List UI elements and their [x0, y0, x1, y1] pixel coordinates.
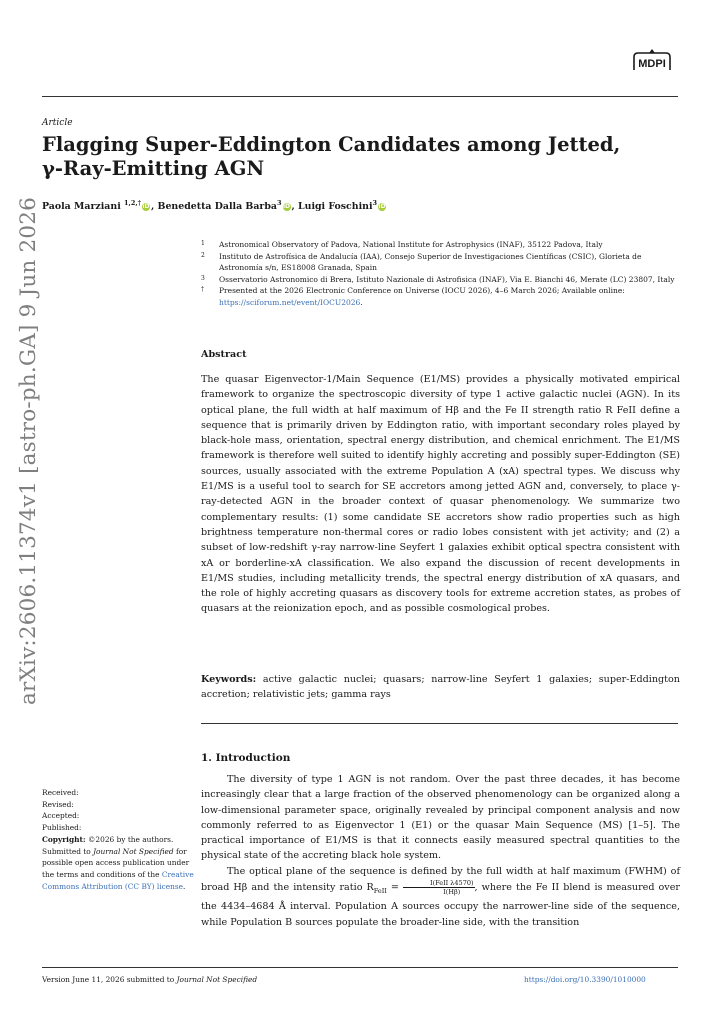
intro-eq: =	[386, 882, 403, 894]
affiliation-item	[201, 285, 683, 308]
section-rule	[201, 723, 678, 724]
footer-text: Version June 11, 2026 submitted to	[42, 975, 177, 984]
intro-paragraph-1: The diversity of type 1 AGN is not random. Over the past three decades, it has become increasingly clear that a large fraction of the observed phenomenology can be organized along a low-dimensional parameter space, originally revealed by principal component analysis and now commonly referred to as Eigenvector 1 (E1) or the quasar Main Sequence (MS) [1–5]. The practical importance of E1/MS is that it connects easily measured spectral quantities to the physical state of the accreting black hole system.	[201, 774, 680, 862]
copyright-text: ©2026 by the authors. Submitted to	[42, 834, 174, 856]
footer-version	[42, 975, 257, 984]
copyright-text: for possible open access publication under the terms and conditions of the	[42, 846, 190, 879]
arxiv-stamp: arXiv:2606.11374v1 [astro-ph.GA] 9 Jun 2026	[16, 197, 41, 705]
affiliations	[201, 239, 683, 308]
orcid-icon[interactable]: iD	[282, 203, 291, 211]
copyright-notice	[42, 834, 194, 893]
affiliation-text: Instituto de Astrofísica de Andalucía (IAA), Consejo Superior de Investigaciones Científicas (CSIC), Glorieta de Astronomía s/n, ES18008 Granada, Spain	[219, 251, 642, 272]
affiliation-mark: 3	[201, 274, 205, 282]
mdpi-logo	[626, 48, 678, 74]
affiliation-item	[201, 251, 683, 274]
footer-journal: Journal Not Specified	[176, 975, 258, 984]
affiliation-mark: 1	[201, 240, 205, 247]
author-sup: 1,2,†	[124, 199, 142, 207]
intro-text: , where the Fe II blend is measured over the 4434–4684 Å interval. Population A sources occupy the narrower-line side of the sequence, while Population B sources populate the broader-line side, with the transition	[201, 882, 680, 928]
doi-link[interactable]: https://doi.org/10.3390/1010000	[524, 975, 646, 984]
journal-name: Journal Not Specified	[93, 846, 174, 856]
intro-paragraph-2	[201, 864, 680, 930]
accepted-label: Accepted:	[42, 811, 80, 821]
copyright-text: .	[183, 881, 186, 891]
header-rule	[42, 96, 678, 97]
affiliation-item	[201, 239, 683, 251]
affiliation-text: Osservatorio Astronomico di Brera, Istituto Nazionale di Astrofisica (INAF), Via E. Bianchi 46, Merate (LC) 23807, Italy	[219, 274, 675, 284]
fraction-denominator: I(Hβ)	[443, 888, 461, 897]
title-line-1: Flagging Super-Eddington Candidates among Jetted,	[42, 133, 621, 156]
copyright-label: Copyright:	[42, 834, 86, 844]
conference-link[interactable]: https://sciforum.net/event/IOCU2026	[219, 297, 361, 307]
keywords-text: active galactic nuclei; quasars; narrow-line Seyfert 1 galaxies; super-Eddington accretion; relativistic jets; gamma rays	[201, 674, 680, 701]
section-heading: 1. Introduction	[201, 752, 291, 764]
title-line-2: γ-Ray-Emitting AGN	[42, 157, 265, 180]
affiliation-mark: 2	[201, 251, 205, 259]
revised-label: Revised:	[42, 799, 74, 809]
author-name: Benedetta Dalla Barba	[157, 201, 277, 213]
sidebar-info	[42, 787, 194, 892]
author-name: Luigi Foschini	[298, 201, 373, 213]
affiliation-item	[201, 274, 683, 286]
abstract-text: The quasar Eigenvector-1/Main Sequence (E1/MS) provides a physically motivated empirical framework to organize the spectroscopic diversity of type 1 active galactic nuclei (AGN). In its optical plane, the full width at half maximum of Hβ and the Fe II strength ratio R FeII define a sequence that is primarily driven by Eddington ratio, with important secondary roles played by black-hole mass, orientation, spectral energy distribution, and chemical enrichment. The E1/MS framework is therefore well suited to identify highly accreting and possibly super-Eddington (SE) sources, usually associated with the extreme Population A (xA) spectral types. We discuss why E1/MS is a useful tool to search for SE accretors among jetted AGN and, conversely, to place γ-ray-detected AGN in the broader context of quasar phenomenology. We summarize two complementary results: (1) some candidate SE accretors show radio properties such as high brightness temperature non-thermal cores or radio lobes consistent with jet activity; and (2) a subset of low-redshift γ-ray narrow-line Seyfert 1 galaxies exhibit optical spectra consistent with xA or borderline-xA classification. We also expand the discussion of recent developments in E1/MS studies, including metallicity trends, the spectral energy distribution of xA quasars, and the role of highly accreting quasars as discovery tools for extreme accretion states, as probes of quasars at the reionization epoch, and as possible cosmological probes.	[201, 374, 680, 615]
paper-title	[42, 133, 682, 181]
abstract-heading: Abstract	[201, 349, 247, 360]
license-link[interactable]: Creative Commons Attribution (CC BY) license	[42, 869, 194, 891]
affiliation-mark: †	[201, 286, 204, 293]
affiliation-text: Presented at the 2026 Electronic Conference on Universe (IOCU 2026), 4–6 March 2026; Available online:	[219, 286, 625, 295]
received-label: Received:	[42, 788, 79, 797]
author-list: Paola Marziani $^{1,2,\dagger}$iD, Benedetta Dalla Barba$^3$iD, Luigi Foschini$^3$iD	[42, 199, 386, 213]
affiliation-after: .	[360, 297, 363, 307]
footer-rule	[42, 967, 678, 968]
introduction-body	[201, 772, 680, 930]
keywords	[201, 672, 680, 703]
orcid-icon[interactable]: iD	[142, 203, 150, 211]
fraction-numerator: I(FeII λ4570)	[403, 879, 475, 888]
affiliation-text: Astronomical Observatory of Padova, National Institute for Astrophysics (INAF), 35122 Padova, Italy	[219, 240, 603, 249]
intro-sub: FeII	[373, 886, 387, 895]
published-label: Published:	[42, 823, 82, 833]
intro-text: The optical plane of the sequence is defined by the full width at half maximum (FWHM) of broad Hβ and the intensity ratio R	[201, 865, 680, 894]
author-sup: 3	[372, 199, 378, 207]
logo-text: MDPI	[638, 58, 666, 70]
orcid-icon[interactable]: iD	[378, 203, 386, 211]
author-sup: 3	[276, 199, 282, 207]
article-type: Article	[42, 118, 73, 128]
keywords-label: Keywords:	[201, 674, 257, 685]
ratio-fraction	[403, 879, 475, 896]
author-name: Paola Marziani	[42, 201, 121, 213]
